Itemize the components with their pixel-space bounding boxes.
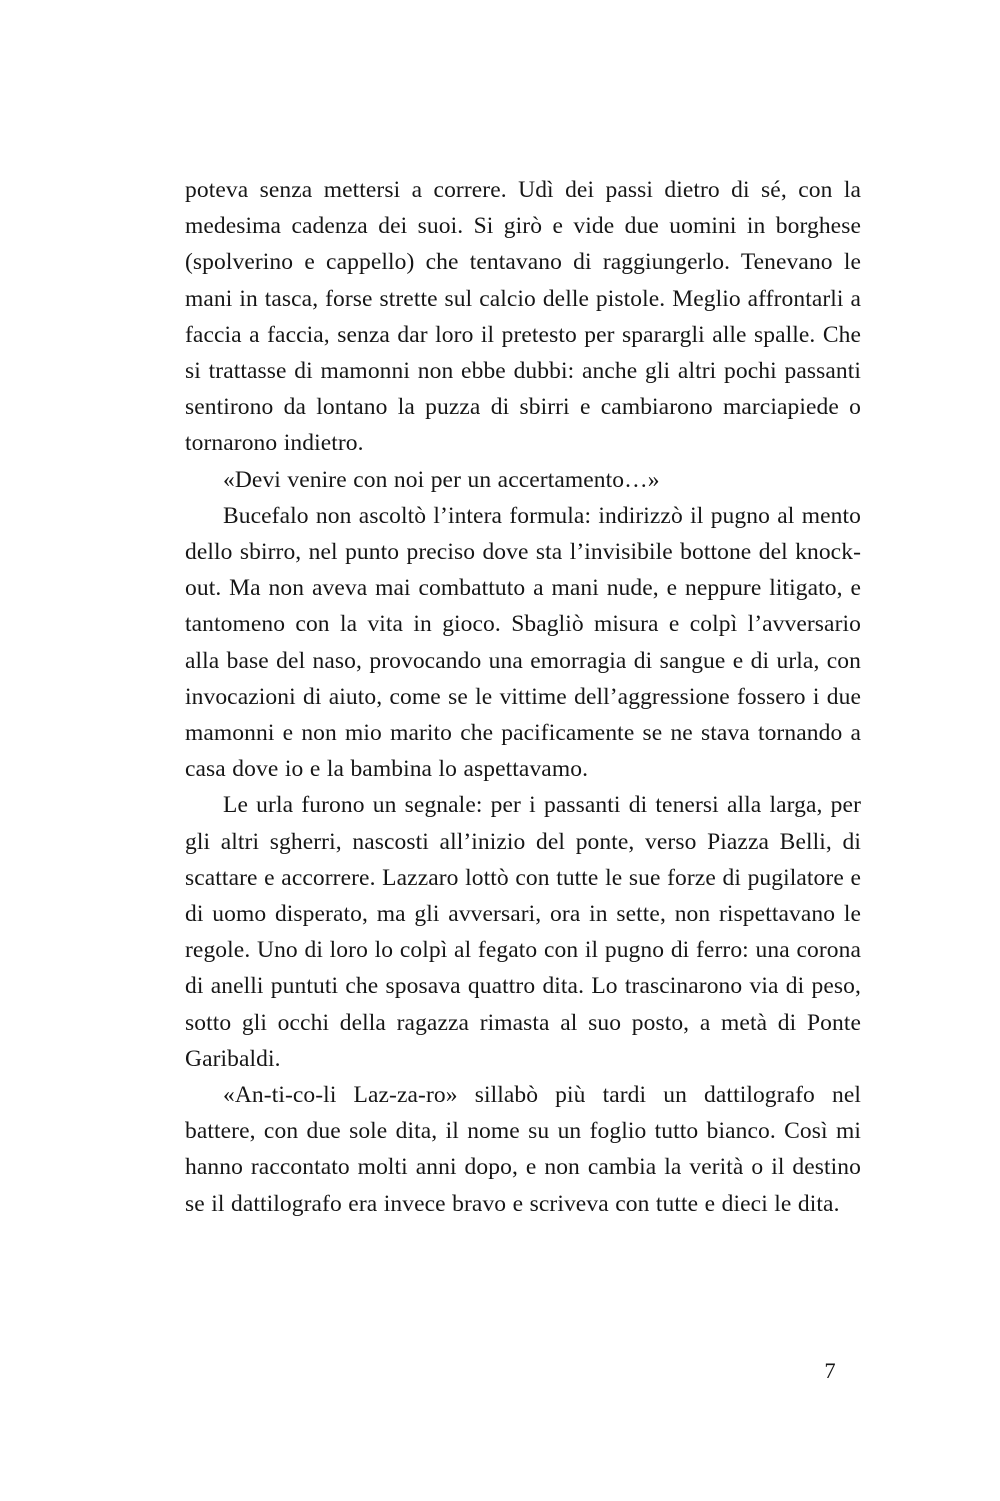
page-text bbox=[185, 172, 861, 1222]
paragraph: «An-ti-co-li Laz-za-ro» sillabò più tardi un dattilografo nel battere, con due sole dita, il nome su un foglio tutto bianco. Così mi hanno raccontato molti anni dopo, e non cambia la verità o il destino se il dattilografo era invece bravo e scriveva con tutte e dieci le dita. bbox=[185, 1082, 861, 1217]
paragraph: Bucefalo non ascoltò l’intera formula: indirizzò il pugno al mento dello sbirro, nel punto preciso dove sta l’invisibile bottone del knock-out. Ma non aveva mai combattuto a mani nude, e neppure litigato, e tantomeno con la vita in gioco. Sbagliò misura e colpì l’avversario alla base del naso, provocando una emorragia di sangue e di urla, con invocazioni di aiuto, come se le vittime dell’aggressione fossero i due mamonni e non mio marito che pacificamente se ne stava tornando a casa dove io e la bambina lo aspettavamo. bbox=[185, 502, 861, 783]
paragraph: Le urla furono un segnale: per i passanti di tenersi alla larga, per gli altri sgherri, nascosti all’inizio del ponte, verso Piazza Belli, di scattare e accorrere. Lazzaro lottò con tutte le sue forze di pugilatore e di uomo disperato, ma gli avversari, ora in sette, non rispettavano le regole. Uno di loro lo colpì al fegato con il pugno di ferro: una corona di anelli puntuti che sposava quattro dita. Lo trascinarono via di peso, sotto gli occhi della ragazza rimasta al suo posto, a metà di Ponte Garibaldi. bbox=[185, 792, 861, 1072]
paragraph: poteva senza mettersi a correre. Udì dei passi dietro di sé, con la medesima cadenza dei suoi. Si girò e vide due uomini in borghese (spolverino e cappello) che tentavano di raggiungerlo. Tenevano le mani in tasca, forse strette sul calcio delle pistole. Meglio affrontarli a faccia a faccia, senza dar loro il pretesto per sparargli alle spalle. Che si trattasse di mamonni non ebbe dubbi: anche gli altri pochi passanti sentirono da lontano la puzza di sbirri e cambiarono marciapiede o tornarono indietro. bbox=[185, 177, 861, 457]
page-number: 7 bbox=[824, 1358, 836, 1383]
paragraph: «Devi venire con noi per un accertamento…» bbox=[223, 466, 660, 493]
